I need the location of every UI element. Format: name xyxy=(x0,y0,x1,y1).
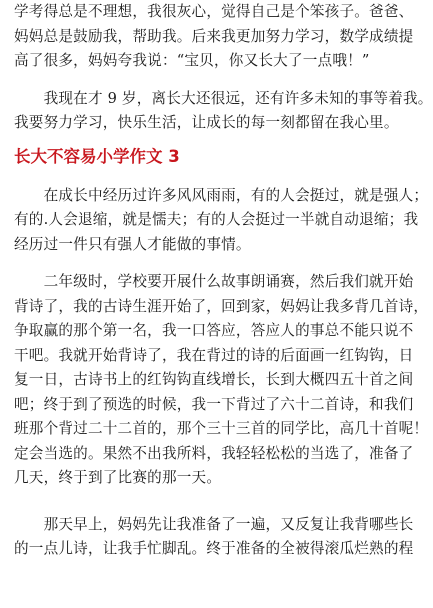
text-line: 学考得总是不理想，我很灰心，觉得自己是个笨孩子。爸爸、 xyxy=(14,3,414,20)
text-line: 几天，终于到了比赛的那一天。 xyxy=(14,469,222,486)
text-line: 在成长中经历过许多风风雨雨，有的人会挺过，就是强人； xyxy=(14,186,429,204)
text-line: 争取赢的那个第一名，我一口答应，答应人的事总不能只说不 xyxy=(14,322,414,339)
text-line: 复一日，古诗书上的红钩钩直线增长，长到大概四五十首之间 xyxy=(14,371,414,388)
text-line: 那天早上，妈妈先让我准备了一遍，又反复让我背哪些长 xyxy=(14,515,414,533)
text-line: 妈妈总是鼓励我，帮助我。后来我更加努力学习，数学成绩提 xyxy=(14,27,414,45)
section-heading: 长大不容易小学作文 3 xyxy=(14,146,180,166)
text-line: 干吧。我就开始背诗了，我在背过的诗的后面画一红钩钩，日 xyxy=(14,346,414,364)
text-line: 我要努力学习，快乐生活，让成长的每一刻都留在我心里。 xyxy=(14,114,399,131)
text-line: 班那个背过二十二首的，那个三十三首的同学比，高几十首呢！ xyxy=(14,420,429,437)
text-line: 吧；终于到了预选的时候，我一下背过了六十二首诗，和我们 xyxy=(14,395,414,413)
paragraph-4 xyxy=(14,270,429,491)
text-line: 背诗了，我的古诗生涯开始了，回到家，妈妈让我多背几首诗， xyxy=(14,297,429,315)
text-line: 高了很多，妈妈夸我说：“宝贝，你又长大了一点哦！” xyxy=(14,52,370,69)
paragraph-1 xyxy=(14,0,414,74)
text-line: 经历过一件只有强人才能做的事情。 xyxy=(14,235,251,253)
text-line: 有的.人会退缩，就是懦夫；有的人会挺过一半就自动退缩；我 xyxy=(14,211,419,228)
text-line: 的一点儿诗，让我手忙脚乱。终于准备的全被得滚瓜烂熟的程 xyxy=(14,540,414,557)
paragraph-3 xyxy=(14,184,429,258)
text-line: 定会当选的。果然不出我所料，我轻轻松松的当选了，准备了 xyxy=(14,444,414,462)
paragraph-2 xyxy=(14,87,433,136)
paragraph-5 xyxy=(14,513,414,562)
text-line: 我现在才 9 岁，离长大还很远，还有许多未知的事等着我。 xyxy=(14,89,433,107)
text-line: 二年级时，学校要开展什么故事朗诵赛，然后我们就开始 xyxy=(14,273,414,290)
